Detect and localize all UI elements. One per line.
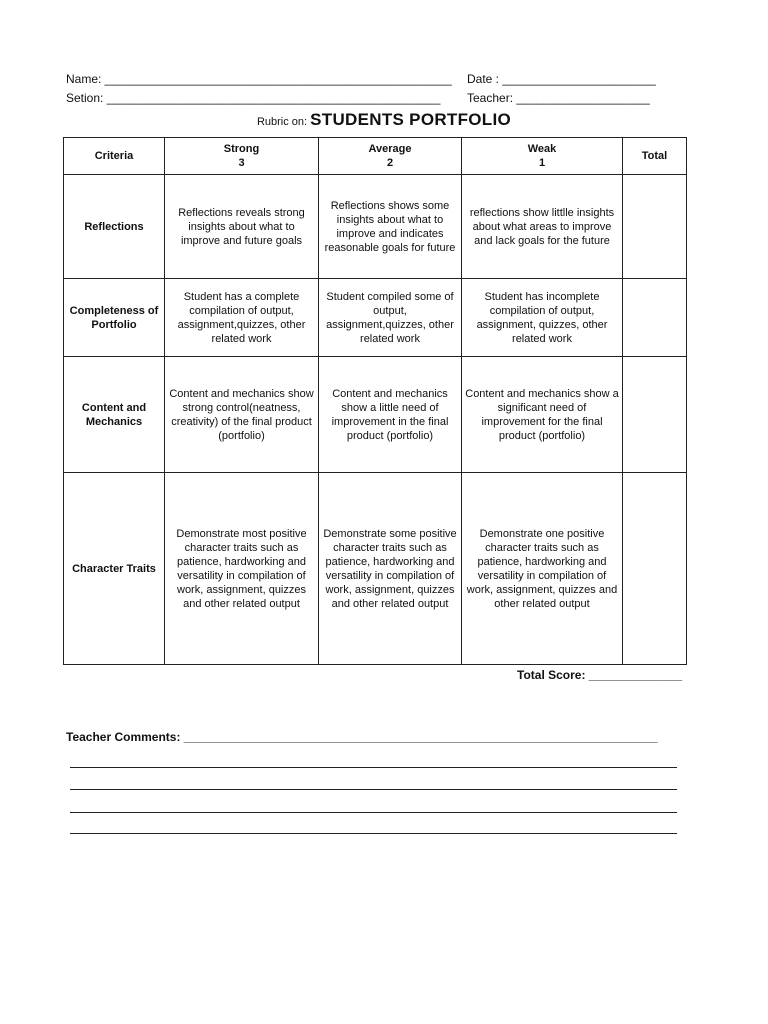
rubric-table: [63, 137, 687, 665]
comment-line[interactable]: [70, 766, 677, 768]
strong-cell: Reflections reveals strong insights about what to improve and future goals: [165, 175, 319, 279]
date-field[interactable]: Date : _______________________: [467, 72, 656, 86]
total-cell[interactable]: [623, 473, 687, 665]
average-cell: Reflections shows some insights about what to improve and indicates reasonable goals for future: [319, 175, 462, 279]
section-field[interactable]: Setion: __________________________________________________: [66, 91, 441, 105]
criteria-cell: Character Traits: [64, 473, 165, 665]
average-cell: Demonstrate some positive character traits such as patience, hardworking and versatility in compilation of work, assignment, quizzes and other related output: [319, 473, 462, 665]
weak-cell: Student has incomplete compilation of output, assignment, quizzes, other related work: [462, 279, 623, 357]
table-row: [64, 473, 687, 665]
average-cell: Content and mechanics show a little need of improvement in the final product (portfolio): [319, 357, 462, 473]
level-score: 3: [238, 157, 245, 169]
strong-cell: Demonstrate most positive character traits such as patience, hardworking and versatility in compilation of work, assignment, quizzes and other related output: [165, 473, 319, 665]
level-name: Weak: [527, 143, 557, 155]
level-header-weak: [462, 138, 623, 175]
rubric-title-main: STUDENTS PORTFOLIO: [310, 110, 512, 129]
level-name: Average: [368, 143, 412, 155]
strong-cell: Student has a complete compilation of output, assignment,quizzes, other related work: [165, 279, 319, 357]
name-field[interactable]: Name: ____________________________________________________: [66, 72, 452, 86]
weak-cell: Demonstrate one positive character traits such as patience, hardworking and versatility in compilation of work, assignment, quizzes and other related output: [462, 473, 623, 665]
comment-line[interactable]: [70, 832, 677, 834]
total-score-field[interactable]: Total Score: ______________: [517, 668, 683, 682]
total-header: Total: [623, 138, 687, 175]
strong-cell: Content and mechanics show strong control(neatness, creativity) of the final product (portfolio): [165, 357, 319, 473]
criteria-cell: Content and Mechanics: [64, 357, 165, 473]
average-cell: Student compiled some of output, assignment,quizzes, other related work: [319, 279, 462, 357]
criteria-cell: Completeness of Portfolio: [64, 279, 165, 357]
total-cell[interactable]: [623, 175, 687, 279]
total-cell[interactable]: [623, 357, 687, 473]
table-row: [64, 279, 687, 357]
comment-line[interactable]: [70, 811, 677, 813]
teacher-comments-field[interactable]: Teacher Comments: _______________________________________________________________________: [66, 730, 658, 744]
table-row: [64, 357, 687, 473]
weak-cell: Content and mechanics show a significant need of improvement for the final product (portfolio): [462, 357, 623, 473]
level-score: 1: [538, 157, 546, 169]
level-score: 2: [386, 157, 394, 169]
rubric-title-prefix: Rubric on:: [256, 116, 308, 128]
teacher-field[interactable]: Teacher: ____________________: [467, 91, 650, 105]
criteria-header: Criteria: [64, 138, 165, 175]
level-header-average: [319, 138, 462, 175]
rubric-title: [0, 110, 768, 130]
level-name: Strong: [223, 143, 260, 155]
table-header-row: [64, 138, 687, 175]
total-cell[interactable]: [623, 279, 687, 357]
table-row: [64, 175, 687, 279]
weak-cell: reflections show littlle insights about what areas to improve and lack goals for the future: [462, 175, 623, 279]
comment-line[interactable]: [70, 788, 677, 790]
level-header-strong: [165, 138, 319, 175]
criteria-cell: Reflections: [64, 175, 165, 279]
